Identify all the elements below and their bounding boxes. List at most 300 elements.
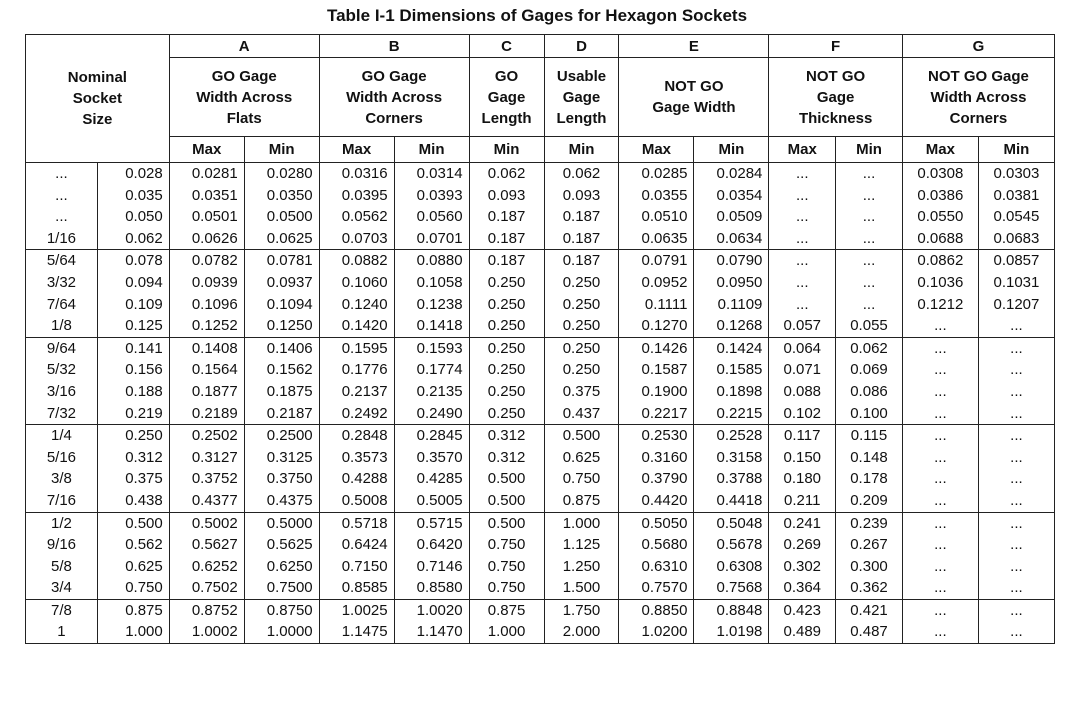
b-max-header: Max [319, 137, 394, 163]
a-max-value: 0.0626 [191, 229, 238, 247]
g-max-value: 0.1036 [917, 273, 964, 291]
nominal-decimal-value: 0.028 [125, 165, 163, 182]
c-min-cell [469, 425, 544, 512]
column-letter-b: B [319, 35, 469, 58]
nominal-decimal-value: 0.062 [125, 229, 163, 247]
a-min-value: 0.0350 [266, 186, 313, 204]
d-min-value: 0.187 [562, 229, 601, 247]
header-line: GO Gage [361, 67, 427, 85]
header-line: Gage [562, 88, 601, 106]
f-max-cell [769, 250, 836, 337]
nominal-fraction-value: 5/32 [46, 361, 77, 379]
e-min-value: 0.0790 [716, 252, 763, 270]
f-min-value: ... [862, 208, 876, 226]
d-min-value: 0.375 [562, 382, 601, 400]
g-max-value: 0.1212 [917, 295, 964, 313]
e-max-value: 0.3160 [641, 448, 688, 466]
c-min-value: 0.187 [487, 229, 526, 247]
a-min-value: 1.0000 [266, 623, 313, 641]
g-min-header: Min [978, 137, 1054, 163]
d-min-value: 0.750 [562, 470, 601, 488]
e-max-cell [619, 599, 694, 643]
g-min-value: 0.1031 [993, 273, 1040, 291]
a-min-cell [244, 337, 319, 424]
e-max-value: 0.1111 [644, 295, 688, 313]
b-min-value: 0.5005 [416, 491, 463, 509]
f-max-value: 0.423 [783, 601, 822, 619]
d-min-value: 0.437 [562, 404, 601, 422]
a-min-value: 0.1562 [266, 361, 313, 379]
a-max-cell [169, 250, 244, 337]
e-min-cell [694, 599, 769, 643]
a-min-value: 0.3125 [266, 448, 313, 466]
f-min-value: 0.178 [850, 470, 888, 488]
b-min-cell [394, 599, 469, 643]
b-max-value: 0.4288 [341, 470, 388, 488]
e-max-value: 0.3790 [641, 470, 688, 488]
f-max-value: 0.180 [783, 470, 822, 488]
a-max-value: 0.7502 [191, 579, 238, 597]
column-letter-d: D [544, 35, 619, 58]
b-min-value: 1.0020 [416, 601, 463, 619]
c-min-value: 0.312 [487, 448, 526, 466]
b-max-cell [319, 163, 394, 250]
e-max-cell [619, 250, 694, 337]
c-min-cell [469, 250, 544, 337]
g-max-value: ... [934, 339, 947, 357]
c-min-value: 0.750 [487, 579, 526, 597]
nominal-decimal-value: 0.141 [125, 339, 163, 357]
b-min-value: 0.0880 [416, 252, 463, 270]
nominal-fraction-cell [26, 163, 98, 250]
g-max-value: ... [934, 317, 947, 335]
c-min-value: 0.187 [487, 208, 526, 226]
b-max-value: 0.5008 [341, 491, 388, 509]
e-min-value: 0.0509 [716, 208, 763, 226]
f-max-cell [769, 337, 836, 424]
nominal-decimal-value: 0.219 [125, 404, 163, 422]
header-line: Gage [487, 88, 526, 106]
f-max-value: 0.211 [784, 491, 821, 509]
e-max-value: 0.1587 [641, 361, 688, 379]
nominal-decimal-value: 0.188 [125, 382, 163, 400]
e-min-cell [694, 425, 769, 512]
f-max-cell [769, 599, 836, 643]
e-max-value: 0.2530 [641, 427, 688, 445]
a-min-header: Min [244, 137, 319, 163]
b-max-value: 0.2137 [341, 382, 388, 400]
c-min-value: 0.250 [487, 295, 526, 313]
nominal-fraction-value: 1/16 [46, 229, 77, 247]
g-max-value: ... [934, 514, 947, 532]
c-min-value: 0.187 [487, 252, 526, 270]
f-min-value: 0.267 [850, 536, 888, 554]
g-min-value: ... [1010, 536, 1023, 554]
c-min-header: Min [469, 137, 544, 163]
g-min-value: 0.0857 [993, 252, 1040, 270]
e-min-value: 0.0634 [716, 229, 763, 247]
nominal-fraction-value: 3/8 [51, 470, 72, 488]
header-line: NOT GO [664, 78, 724, 95]
c-min-value: 0.750 [487, 536, 526, 554]
g-max-cell [902, 337, 978, 424]
g-min-value: 0.0545 [993, 208, 1040, 226]
f-min-value: 0.239 [850, 514, 888, 532]
g-min-value: ... [1010, 601, 1023, 619]
f-min-value: 0.362 [850, 579, 888, 597]
f-min-value: 0.055 [850, 317, 888, 335]
e-max-value: 0.1426 [641, 339, 688, 357]
c-min-value: 0.062 [487, 165, 526, 182]
b-min-value: 0.2490 [416, 404, 463, 422]
f-max-cell [769, 163, 836, 250]
b-max-value: 0.2492 [341, 404, 388, 422]
a-max-value: 0.1877 [191, 382, 238, 400]
b-max-cell [319, 425, 394, 512]
header-line: Nominal [67, 69, 127, 86]
f-min-value: 0.086 [850, 382, 888, 400]
e-max-value: 1.0200 [641, 623, 688, 641]
g-max-value: ... [934, 404, 947, 422]
a-max-value: 0.1408 [191, 339, 238, 357]
f-max-value: ... [796, 229, 809, 247]
d-min-cell [544, 425, 619, 512]
f-max-value: 0.269 [783, 536, 822, 554]
e-max-cell [619, 425, 694, 512]
c-min-value: 0.250 [487, 317, 526, 335]
d-min-value: 0.875 [562, 491, 601, 509]
nominal-decimal-value: 0.500 [125, 514, 163, 532]
nominal-fraction-value: ... [55, 165, 68, 182]
a-min-value: 0.5000 [266, 514, 313, 532]
nominal-decimal-value: 0.156 [125, 361, 163, 379]
f-min-cell [836, 337, 903, 424]
g-min-cell [978, 250, 1054, 337]
e-max-cell [619, 163, 694, 250]
a-min-value: 0.6250 [266, 557, 313, 575]
header-line: Gage Width [652, 99, 736, 116]
header-line: Thickness [798, 109, 873, 127]
g-max-value: ... [934, 536, 947, 554]
a-min-value: 0.0937 [266, 273, 313, 291]
a-max-value: 0.0939 [191, 273, 238, 291]
not-go-gage-thickness-header [769, 58, 902, 137]
b-max-value: 1.0025 [341, 601, 388, 619]
nominal-decimal-cell [97, 163, 169, 250]
f-max-value: 0.302 [783, 557, 822, 575]
c-min-value: 0.093 [487, 186, 526, 204]
d-min-value: 1.250 [562, 557, 601, 575]
f-min-value: ... [862, 165, 876, 182]
f-max-value: 0.064 [783, 339, 822, 357]
g-max-cell [902, 512, 978, 599]
e-max-value: 0.5050 [641, 514, 688, 532]
c-min-value: 0.250 [487, 361, 526, 379]
g-min-value: ... [1010, 491, 1023, 509]
nominal-fraction-cell [26, 250, 98, 337]
g-max-value: 0.0386 [917, 186, 964, 204]
a-min-value: 0.8750 [266, 601, 313, 619]
a-max-cell [169, 163, 244, 250]
g-max-value: ... [934, 557, 947, 575]
nominal-decimal-value: 0.438 [125, 491, 163, 509]
go-gage-length-header [469, 58, 544, 137]
b-max-value: 0.0882 [341, 252, 388, 270]
go-gage-width-corners-header [319, 58, 469, 137]
header-line: Size [82, 111, 113, 128]
g-max-value: ... [934, 448, 947, 466]
a-min-value: 0.3750 [266, 470, 313, 488]
f-min-value: 0.115 [850, 427, 888, 445]
d-min-value: 0.625 [562, 448, 601, 466]
a-max-value: 0.3752 [191, 470, 238, 488]
e-max-value: 0.0791 [641, 252, 688, 270]
g-min-value: 0.0381 [993, 186, 1040, 204]
b-min-value: 0.4285 [416, 470, 463, 488]
g-max-value: 0.0550 [917, 208, 964, 226]
header-line: Socket [72, 90, 122, 107]
a-min-cell [244, 599, 319, 643]
nominal-decimal-cell [97, 250, 169, 337]
a-min-value: 0.0500 [266, 208, 313, 226]
a-min-value: 0.1094 [266, 295, 313, 313]
e-min-value: 0.1268 [716, 317, 763, 335]
d-min-cell [544, 337, 619, 424]
nominal-decimal-value: 0.875 [125, 601, 163, 619]
c-min-cell [469, 599, 544, 643]
f-max-value: ... [796, 295, 809, 313]
b-min-cell [394, 250, 469, 337]
e-min-value: 0.1109 [717, 295, 763, 313]
f-max-value: 0.364 [783, 579, 822, 597]
d-min-header: Min [544, 137, 619, 163]
a-max-cell [169, 512, 244, 599]
b-max-value: 0.7150 [341, 557, 388, 575]
nominal-decimal-value: 0.312 [125, 448, 163, 466]
b-max-value: 0.5718 [341, 514, 388, 532]
b-max-cell [319, 512, 394, 599]
b-min-value: 0.0701 [416, 229, 463, 247]
table-body [26, 163, 1055, 644]
header-row-letters [26, 35, 1055, 58]
e-max-value: 0.0510 [641, 208, 688, 226]
f-min-header: Min [836, 137, 903, 163]
b-min-value: 0.3570 [416, 448, 463, 466]
nominal-fraction-value: 9/16 [46, 536, 77, 554]
d-min-value: 2.000 [562, 623, 601, 641]
e-min-value: 0.1898 [716, 382, 763, 400]
f-max-value: 0.150 [783, 448, 822, 466]
header-line: GO Gage [211, 67, 277, 85]
size-group-row [26, 337, 1055, 424]
c-min-value: 0.875 [487, 601, 526, 619]
size-group-row [26, 163, 1055, 250]
b-max-value: 0.6424 [341, 536, 388, 554]
b-min-value: 0.0560 [416, 208, 463, 226]
e-min-value: 0.7568 [716, 579, 763, 597]
c-min-cell [469, 337, 544, 424]
b-max-value: 0.1060 [341, 273, 388, 291]
c-min-value: 0.250 [487, 339, 526, 357]
a-max-value: 1.0002 [191, 623, 238, 641]
header-line: NOT GO [806, 67, 866, 85]
f-max-value: 0.088 [783, 382, 822, 400]
c-min-value: 0.312 [487, 427, 526, 445]
header-line: Width Across [346, 88, 443, 106]
f-max-cell [769, 512, 836, 599]
e-max-value: 0.2217 [641, 404, 688, 422]
a-max-value: 0.2502 [191, 427, 238, 445]
a-min-value: 0.2500 [266, 427, 313, 445]
nominal-fraction-value: 1 [57, 623, 66, 641]
a-min-value: 0.7500 [266, 579, 313, 597]
d-min-value: 0.500 [562, 427, 601, 445]
nominal-fraction-value: 5/64 [46, 252, 77, 270]
d-min-value: 0.250 [562, 339, 601, 357]
b-min-cell [394, 337, 469, 424]
g-max-value: 0.0308 [917, 165, 964, 182]
e-min-cell [694, 512, 769, 599]
b-min-value: 0.7146 [416, 557, 463, 575]
f-min-cell [836, 512, 903, 599]
g-max-cell [902, 163, 978, 250]
header-row-max-min [26, 137, 1055, 163]
e-max-value: 0.1900 [641, 382, 688, 400]
nominal-fraction-value: 7/64 [46, 295, 77, 313]
e-max-value: 0.0952 [641, 273, 688, 291]
a-min-cell [244, 163, 319, 250]
e-min-value: 0.5048 [716, 514, 763, 532]
g-max-value: ... [934, 491, 947, 509]
e-max-value: 0.6310 [641, 557, 688, 575]
a-max-cell [169, 425, 244, 512]
e-max-cell [619, 512, 694, 599]
e-min-value: 0.2528 [716, 427, 763, 445]
column-letter-e: E [619, 35, 769, 58]
d-min-value: 1.750 [562, 601, 601, 619]
e-max-value: 0.0355 [641, 186, 688, 204]
g-min-cell [978, 512, 1054, 599]
a-max-value: 0.0501 [191, 208, 238, 226]
a-min-value: 0.0781 [266, 252, 313, 270]
g-min-value: ... [1010, 339, 1023, 357]
header-line: Length [481, 109, 532, 127]
a-min-value: 0.0280 [266, 165, 313, 182]
d-min-value: 0.250 [562, 295, 601, 313]
f-min-value: 0.421 [850, 601, 888, 619]
header-line: Gage [816, 88, 855, 106]
b-min-value: 0.1418 [416, 317, 463, 335]
g-min-value: 0.0303 [993, 165, 1040, 182]
nominal-fraction-cell [26, 337, 98, 424]
g-max-value: 0.0862 [917, 252, 964, 270]
b-max-value: 0.1240 [341, 295, 388, 313]
d-min-value: 1.000 [562, 514, 601, 532]
b-max-value: 0.3573 [341, 448, 388, 466]
header-line: GO [494, 67, 519, 85]
size-group-row [26, 425, 1055, 512]
b-min-value: 0.1774 [416, 361, 463, 379]
e-min-value: 0.1424 [716, 339, 763, 357]
a-min-cell [244, 250, 319, 337]
f-min-value: ... [862, 186, 876, 204]
b-max-value: 1.1475 [341, 623, 388, 641]
d-min-value: 0.250 [562, 273, 601, 291]
b-min-value: 1.1470 [416, 623, 463, 641]
b-max-cell [319, 337, 394, 424]
nominal-fraction-value: 7/32 [46, 404, 77, 422]
g-min-value: ... [1010, 557, 1023, 575]
f-min-value: 0.069 [850, 361, 888, 379]
g-max-cell [902, 599, 978, 643]
nominal-socket-size-header [26, 35, 170, 163]
header-line: NOT GO Gage [928, 67, 1029, 85]
b-max-value: 0.1420 [341, 317, 388, 335]
b-max-value: 0.8585 [341, 579, 388, 597]
nominal-decimal-value: 0.094 [125, 273, 163, 291]
a-min-value: 0.1875 [266, 382, 313, 400]
e-min-value: 0.0284 [716, 165, 763, 182]
e-max-value: 0.4420 [641, 491, 688, 509]
f-max-value: ... [796, 252, 809, 270]
f-max-value: ... [796, 273, 809, 291]
f-max-value: ... [796, 208, 809, 226]
e-min-value: 0.1585 [716, 361, 763, 379]
e-min-value: 0.5678 [716, 536, 763, 554]
g-min-cell [978, 163, 1054, 250]
a-max-value: 0.1564 [191, 361, 238, 379]
g-max-cell [902, 425, 978, 512]
a-max-cell [169, 337, 244, 424]
a-max-value: 0.6252 [191, 557, 238, 575]
nominal-decimal-value: 0.050 [125, 208, 163, 226]
nominal-decimal-cell [97, 512, 169, 599]
b-min-value: 0.8580 [416, 579, 463, 597]
header-row-descriptions [26, 58, 1055, 137]
e-max-header: Max [619, 137, 694, 163]
d-min-value: 0.187 [562, 208, 601, 226]
a-max-value: 0.4377 [191, 491, 238, 509]
not-go-gage-width-header [619, 58, 769, 137]
a-max-value: 0.5002 [191, 514, 238, 532]
b-min-value: 0.1058 [416, 273, 463, 291]
nominal-fraction-value: 3/16 [46, 382, 77, 400]
go-gage-width-flats-header [169, 58, 319, 137]
a-min-value: 0.5625 [266, 536, 313, 554]
b-min-header: Min [394, 137, 469, 163]
b-max-cell [319, 250, 394, 337]
c-min-value: 0.250 [487, 382, 526, 400]
nominal-fraction-value: 1/2 [51, 514, 72, 532]
nominal-fraction-cell [26, 425, 98, 512]
a-min-value: 0.1250 [266, 317, 313, 335]
b-max-cell [319, 599, 394, 643]
e-max-value: 0.8850 [641, 601, 688, 619]
c-min-value: 0.250 [487, 404, 526, 422]
e-max-value: 0.7570 [641, 579, 688, 597]
g-min-value: ... [1010, 470, 1023, 488]
nominal-decimal-value: 0.750 [125, 579, 163, 597]
g-min-value: ... [1010, 361, 1023, 379]
g-min-cell [978, 599, 1054, 643]
a-min-cell [244, 425, 319, 512]
nominal-decimal-value: 0.109 [125, 295, 163, 313]
header-line: Width Across [196, 88, 293, 106]
nominal-fraction-value: 9/64 [46, 339, 77, 357]
g-min-value: ... [1010, 623, 1023, 641]
f-max-value: 0.057 [783, 317, 822, 335]
e-max-value: 0.5680 [641, 536, 688, 554]
